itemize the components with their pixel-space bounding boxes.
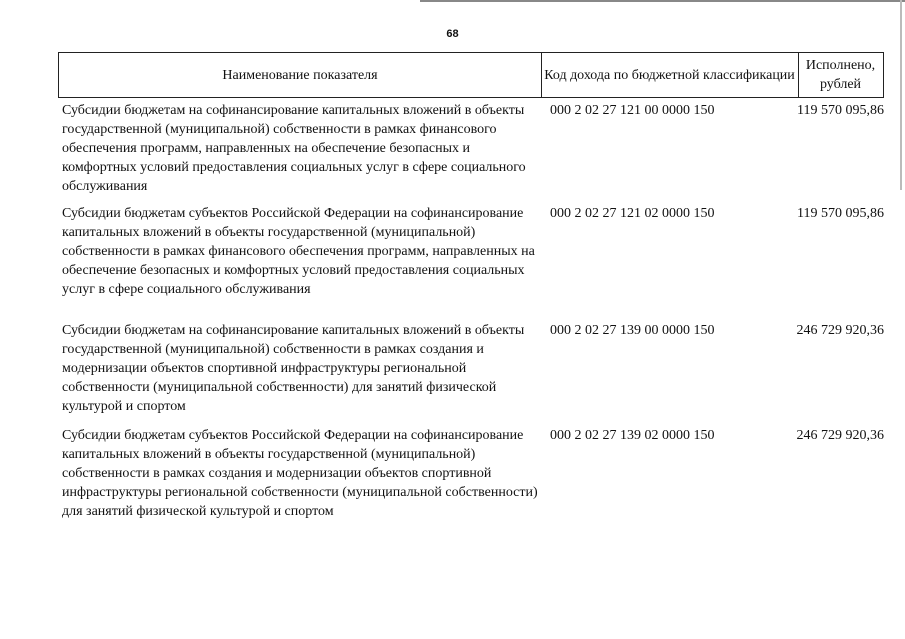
- row-name: Субсидии бюджетам субъектов Российской Федерации на софинансирование капитальных вложений в объекты государственной (муниципальной) собственности в рамках финансового обеспечения программ, направленных на обеспечение безопасных и комфортных условий предоставления социальных услуг в сфере социального обслуживания: [62, 206, 535, 297]
- page-number: 68: [446, 28, 459, 40]
- table-header: [58, 52, 884, 98]
- row-amount: 119 570 095,86: [797, 103, 884, 118]
- header-code: Код дохода по бюджетной классификации: [544, 67, 795, 83]
- row-code: 000 2 02 27 139 00 0000 150: [550, 323, 715, 338]
- row-code: 000 2 02 27 139 02 0000 150: [550, 428, 715, 443]
- row-name: Субсидии бюджетам субъектов Российской Федерации на софинансирование капитальных вложений в объекты государственной (муниципальной) собственности в рамках создания и модернизации объектов спортивной инфраструктуры региональной собственности (муниципальной собственности) для занятий физической культурой и спортом: [62, 428, 538, 519]
- row-name: Субсидии бюджетам на софинансирование капитальных вложений в объекты государственной (муниципальной) собственности в рамках создания и модернизации объектов спортивной инфраструктуры региональной собственности (муниципальной собственности) для занятий физической культурой и спортом: [62, 323, 525, 414]
- header-executed: Исполнено, рублей: [805, 58, 876, 92]
- row-code: 000 2 02 27 121 00 0000 150: [550, 103, 715, 118]
- row-code: 000 2 02 27 121 02 0000 150: [550, 206, 715, 221]
- row-amount: 246 729 920,36: [796, 323, 884, 338]
- row-amount: 246 729 920,36: [796, 428, 884, 443]
- header-name: Наименование показателя: [222, 67, 378, 83]
- row-name: Субсидии бюджетам на софинансирование капитальных вложений в объекты государственной (муниципальной) собственности в рамках финансового обеспечения программ, направленных на обеспечение безопасных и комфортных условий предоставления социальных услуг в сфере социального обслуживания: [62, 103, 526, 194]
- row-amount: 119 570 095,86: [797, 206, 884, 221]
- scan-top-edge: [420, 0, 905, 2]
